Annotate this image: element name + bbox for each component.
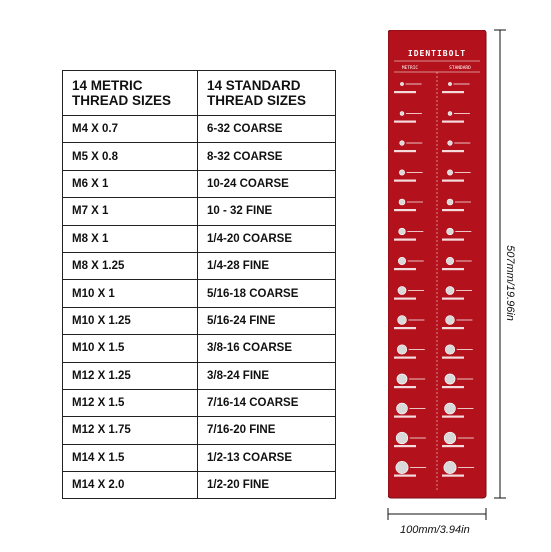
metric-thread-hole <box>396 461 408 473</box>
table-row <box>63 198 336 225</box>
standard-thread-hole <box>445 403 456 414</box>
gauge-size-marking <box>394 327 416 329</box>
standard-size-cell: 1/2-20 FINE <box>198 472 336 499</box>
standard-size-cell: 6-32 COARSE <box>198 116 336 143</box>
gauge-size-marking <box>442 91 464 93</box>
metric-thread-hole <box>400 141 405 146</box>
metric-size-cell: M12 X 1.5 <box>63 389 198 416</box>
thread-gauge-board <box>388 30 488 500</box>
gauge-size-marking <box>394 180 416 182</box>
gauge-size-marking <box>442 327 464 329</box>
metric-size-cell: M10 X 1 <box>63 280 198 307</box>
metric-size-cell: M8 X 1 <box>63 225 198 252</box>
table-row <box>63 444 336 471</box>
standard-size-cell: 7/16-20 FINE <box>198 417 336 444</box>
standard-size-cell: 10 - 32 FINE <box>198 198 336 225</box>
standard-header <box>198 71 336 116</box>
metric-size-cell: M10 X 1.5 <box>63 335 198 362</box>
metric-size-cell: M12 X 1.75 <box>63 417 198 444</box>
metric-size-cell: M10 X 1.25 <box>63 307 198 334</box>
standard-thread-hole <box>446 257 453 264</box>
standard-thread-hole <box>448 141 453 146</box>
metric-thread-hole <box>399 228 406 235</box>
table-row <box>63 225 336 252</box>
metric-header-line1: 14 METRIC <box>72 78 143 93</box>
gauge-size-marking <box>442 298 464 300</box>
standard-thread-hole <box>445 374 455 384</box>
metric-size-cell: M6 X 1 <box>63 170 198 197</box>
metric-size-cell: M5 X 0.8 <box>63 143 198 170</box>
standard-header-line2: THREAD SIZES <box>207 93 307 108</box>
metric-thread-hole <box>400 112 404 116</box>
standard-size-cell: 1/2-13 COARSE <box>198 444 336 471</box>
gauge-size-marking <box>442 180 464 182</box>
standard-size-cell: 7/16-14 COARSE <box>198 389 336 416</box>
gauge-size-marking <box>442 150 464 152</box>
table-row <box>63 280 336 307</box>
gauge-size-marking <box>394 475 416 477</box>
gauge-size-marking <box>442 268 464 270</box>
table-row <box>63 143 336 170</box>
gauge-size-marking <box>394 416 416 418</box>
table-row <box>63 362 336 389</box>
table-row <box>63 389 336 416</box>
table-row <box>63 472 336 499</box>
metric-thread-hole <box>399 170 404 175</box>
gauge-col-standard: STANDARD <box>449 66 471 71</box>
standard-thread-hole <box>444 461 456 473</box>
metric-thread-hole <box>397 374 407 384</box>
gauge-size-marking <box>394 209 416 211</box>
standard-thread-hole <box>446 286 454 294</box>
table-row <box>63 116 336 143</box>
gauge-brand: IDENTIBOLT <box>407 49 467 58</box>
metric-size-cell: M12 X 1.25 <box>63 362 198 389</box>
standard-thread-hole <box>448 112 452 116</box>
table-row <box>63 252 336 279</box>
metric-thread-hole <box>398 257 405 264</box>
metric-thread-hole <box>397 345 407 355</box>
standard-size-cell: 1/4-20 COARSE <box>198 225 336 252</box>
standard-size-cell: 3/8-16 COARSE <box>198 335 336 362</box>
gauge-size-marking <box>442 121 464 123</box>
standard-size-cell: 1/4-28 FINE <box>198 252 336 279</box>
metric-size-cell: M14 X 1.5 <box>63 444 198 471</box>
metric-header-line2: THREAD SIZES <box>72 93 172 108</box>
gauge-size-marking <box>442 209 464 211</box>
gauge-size-marking <box>394 121 416 123</box>
standard-size-cell: 10-24 COARSE <box>198 170 336 197</box>
table-row <box>63 170 336 197</box>
gauge-size-marking <box>442 445 464 447</box>
gauge-size-marking <box>442 416 464 418</box>
standard-size-cell: 5/16-18 COARSE <box>198 280 336 307</box>
standard-thread-hole <box>448 82 451 85</box>
thread-size-table <box>62 70 336 499</box>
standard-size-cell: 5/16-24 FINE <box>198 307 336 334</box>
table-row <box>63 417 336 444</box>
standard-thread-hole <box>446 316 455 325</box>
metric-thread-hole <box>400 82 403 85</box>
gauge-size-marking <box>394 357 416 359</box>
gauge-size-marking <box>394 386 416 388</box>
gauge-size-marking <box>394 268 416 270</box>
table-row <box>63 335 336 362</box>
gauge-size-marking <box>394 239 416 241</box>
standard-thread-hole <box>444 432 456 444</box>
metric-thread-hole <box>398 286 406 294</box>
standard-header-line1: 14 STANDARD <box>207 78 301 93</box>
metric-thread-hole <box>399 199 405 205</box>
table-row <box>63 307 336 334</box>
gauge-size-marking <box>394 91 416 93</box>
gauge-size-marking <box>442 475 464 477</box>
gauge-size-marking <box>442 357 464 359</box>
metric-thread-hole <box>398 316 407 325</box>
standard-thread-hole <box>445 345 455 355</box>
standard-thread-hole <box>447 199 453 205</box>
metric-size-cell: M7 X 1 <box>63 198 198 225</box>
standard-size-cell: 8-32 COARSE <box>198 143 336 170</box>
table-header-row <box>63 71 336 116</box>
standard-thread-hole <box>447 170 452 175</box>
metric-thread-hole <box>397 403 408 414</box>
gauge-size-marking <box>442 386 464 388</box>
gauge-size-marking <box>394 445 416 447</box>
gauge-size-marking <box>394 150 416 152</box>
gauge-size-marking <box>394 298 416 300</box>
metric-header <box>63 71 198 116</box>
metric-size-cell: M8 X 1.25 <box>63 252 198 279</box>
standard-thread-hole <box>447 228 454 235</box>
width-dimension-label: 100mm/3.94in <box>400 524 470 536</box>
metric-thread-hole <box>396 432 408 444</box>
gauge-size-marking <box>442 239 464 241</box>
gauge-col-metric: METRIC <box>401 66 419 71</box>
metric-size-cell: M14 X 2.0 <box>63 472 198 499</box>
height-dimension-label: 507mm/19.96in <box>504 245 516 321</box>
metric-size-cell: M4 X 0.7 <box>63 116 198 143</box>
standard-size-cell: 3/8-24 FINE <box>198 362 336 389</box>
